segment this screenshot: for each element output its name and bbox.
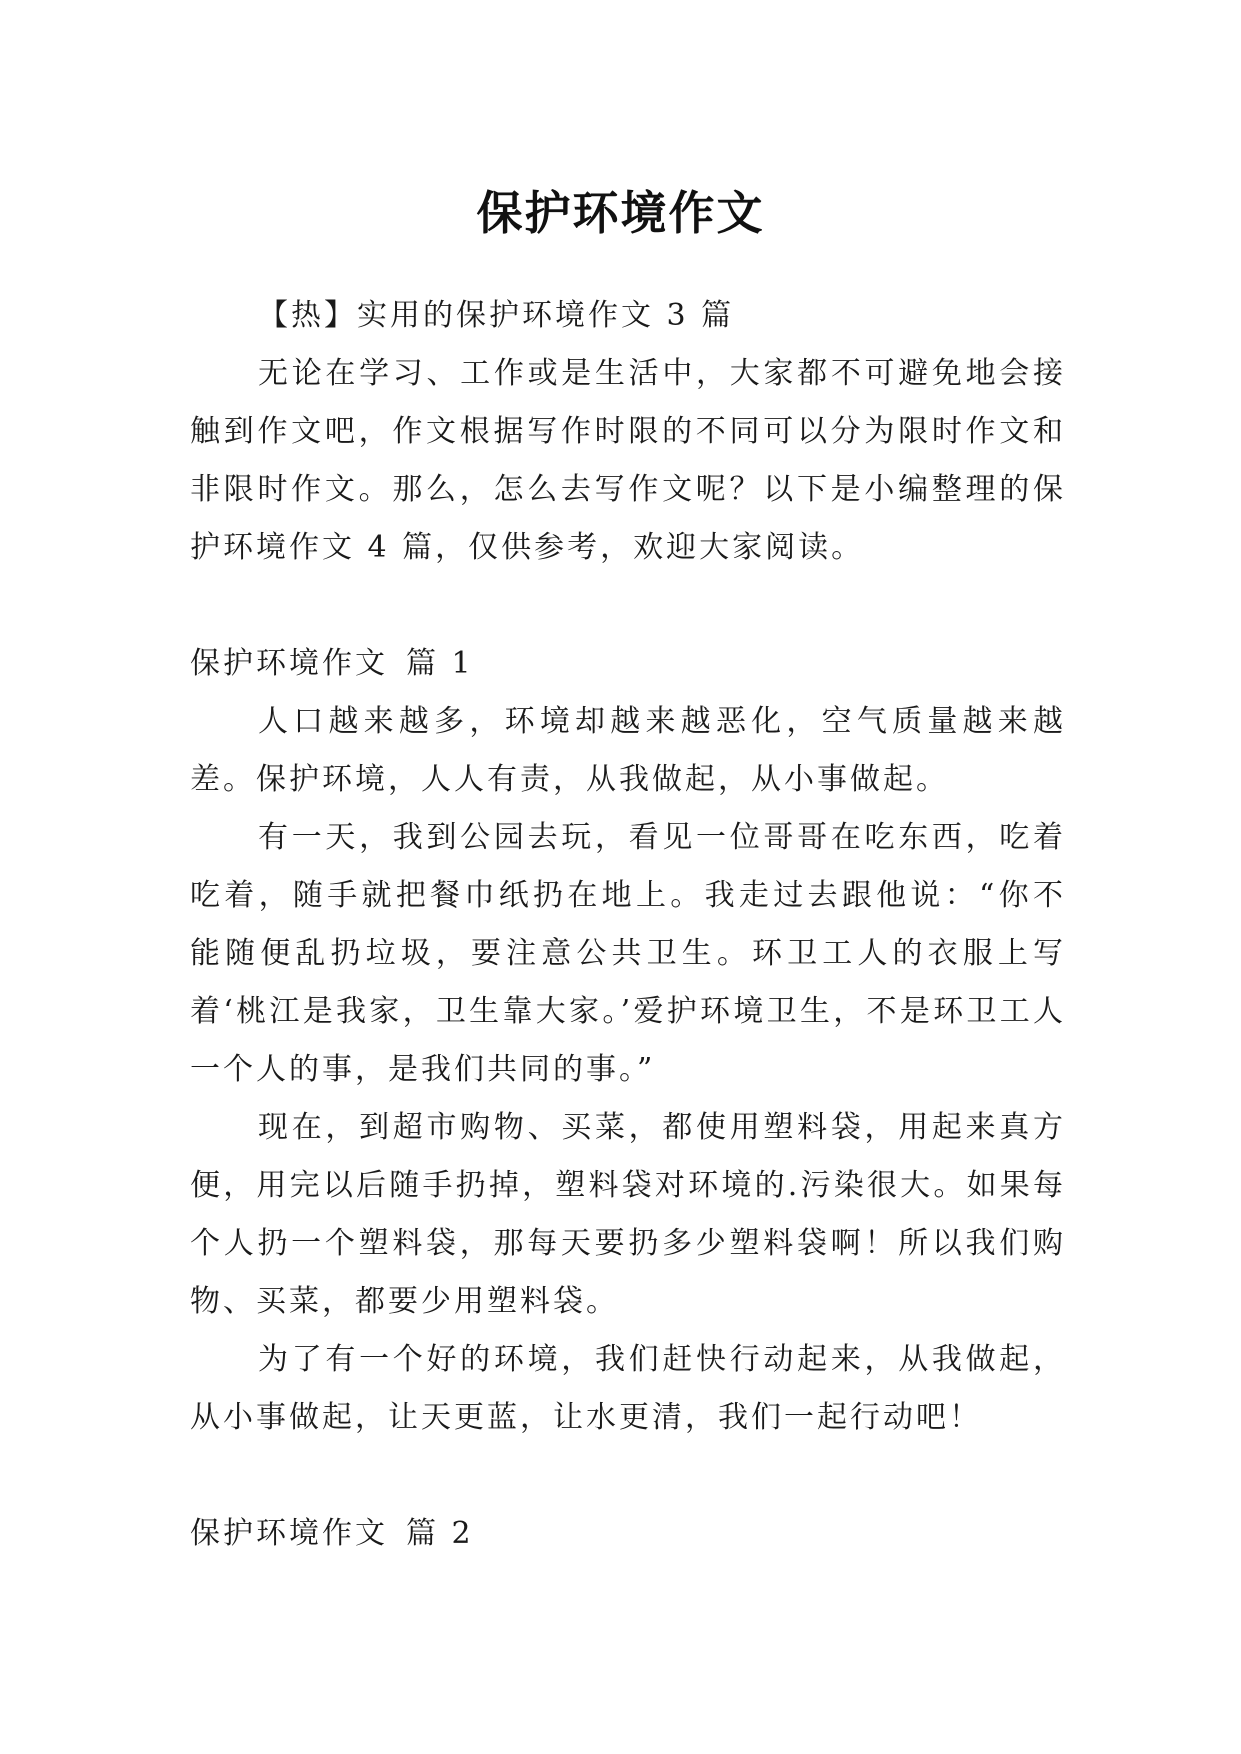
section-heading-2 [190,1505,1066,1563]
section-1-paragraph: 有一天，我到公园去玩，看见一位哥哥在吃东西，吃着吃着，随手就把餐巾纸扔在地上。我走过去跟他说：“你不能随便乱扔垃圾，要注意公共卫生。环卫工人的衣服上写着‘桃江是我家，卫生靠大家。’爱护环境卫生，不是环卫工人一个人的事，是我们共同的事。” [190,820,1066,1087]
document-subtitle: 【热】实用的保护环境作文 3 篇 [258,298,735,333]
document-body [190,287,1066,1563]
section-1-paragraph: 为了有一个好的环境，我们赶快行动起来，从我做起，从小事做起，让天更蓝，让水更清，我们一起行动吧！ [190,1342,1066,1435]
section-heading-text: 保护环境作文 [190,1516,388,1551]
intro-paragraph: 无论在学习、工作或是生活中，大家都不可避免地会接触到作文吧，作文根据写作时限的不同可以分为限时作文和非限时作文。那么，怎么去写作文呢？以下是小编整理的保护环境作文 4 篇，仅供参考，欢迎大家阅读。 [190,356,1066,565]
document-title: 保护环境作文 [476,185,765,240]
section-number: 篇 2 [406,1516,474,1551]
section-heading-1 [190,635,1066,693]
section-1-paragraph: 人口越来越多，环境却越来越恶化，空气质量越来越差。保护环境，人人有责，从我做起，从小事做起。 [190,704,1066,797]
section-1-paragraph: 现在，到超市购物、买菜，都使用塑料袋，用起来真方便，用完以后随手扔掉，塑料袋对环境的.污染很大。如果每个人扔一个塑料袋，那每天要扔多少塑料袋啊！所以我们购物、买菜，都要少用塑料袋。 [190,1110,1066,1319]
section-heading-text: 保护环境作文 [190,646,388,681]
section-number: 篇 1 [406,646,474,681]
